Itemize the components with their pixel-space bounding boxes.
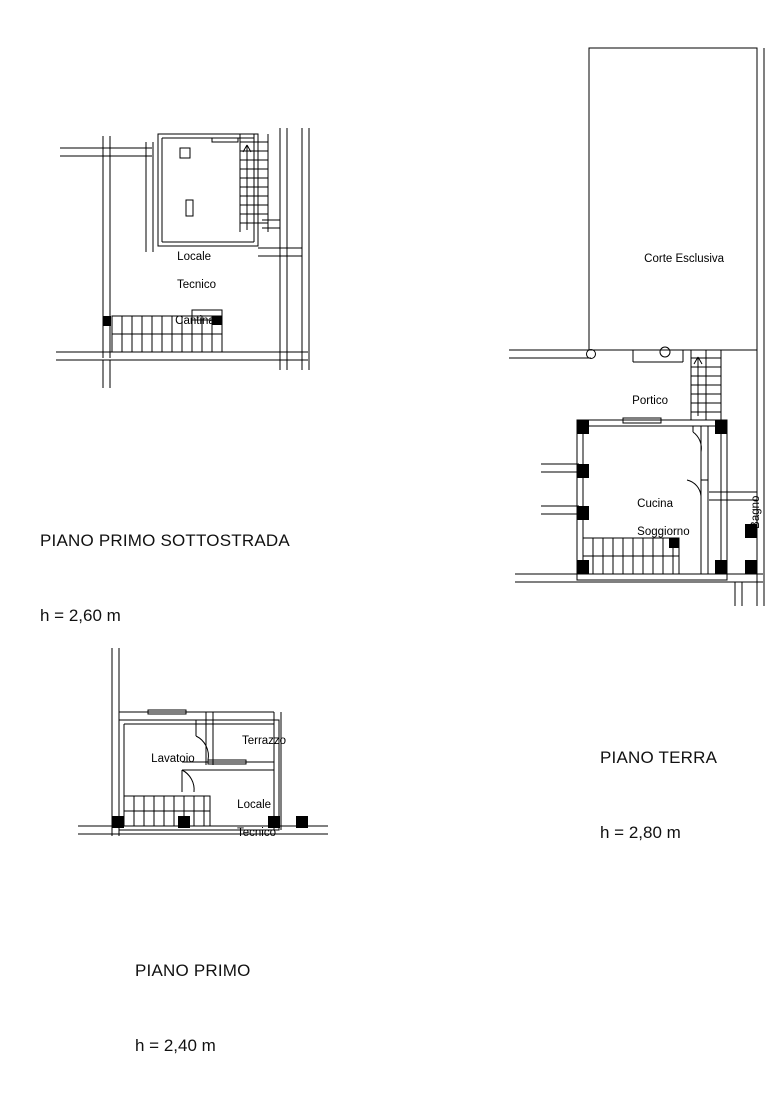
plan-drawing-primo xyxy=(60,640,330,860)
room-label-lavatoio: Lavatoio xyxy=(151,753,195,765)
room-label-line2: Tecnico xyxy=(176,279,216,291)
room-label-cucina-soggiorno xyxy=(618,483,690,553)
room-label-bagno: Bagno xyxy=(750,495,762,529)
room-label-corte-esclusiva: Corte Esclusiva xyxy=(644,253,725,265)
plan-piano-primo xyxy=(60,640,330,860)
plan-piano-terra xyxy=(505,40,776,610)
caption-title: PIANO TERRA xyxy=(600,748,718,767)
room-label-portico: Portico xyxy=(632,395,668,407)
caption-piano-primo xyxy=(135,908,251,1108)
caption-height: h = 2,60 m xyxy=(40,606,121,625)
caption-title: PIANO PRIMO SOTTOSTRADA xyxy=(40,531,290,550)
room-label-line1: Locale xyxy=(237,799,272,811)
caption-height: h = 2,80 m xyxy=(600,823,681,842)
caption-piano-terra xyxy=(600,695,717,895)
room-label-line2: Soggiorno xyxy=(637,526,690,538)
room-label-locale-tecnico-sottostrada xyxy=(158,236,216,306)
room-label-line2: Tecnico xyxy=(236,827,276,839)
room-label-locale-tecnico-primo xyxy=(218,784,276,854)
caption-height: h = 2,40 m xyxy=(135,1036,216,1055)
room-label-line1: Cucina xyxy=(637,498,673,510)
caption-title: PIANO PRIMO xyxy=(135,961,251,980)
room-label-line1: Locale xyxy=(177,251,212,263)
room-label-cantina: Cantina xyxy=(175,315,215,327)
room-label-terrazzo: Terrazzo xyxy=(241,735,287,747)
plan-piano-primo-sottostrada xyxy=(40,120,340,410)
